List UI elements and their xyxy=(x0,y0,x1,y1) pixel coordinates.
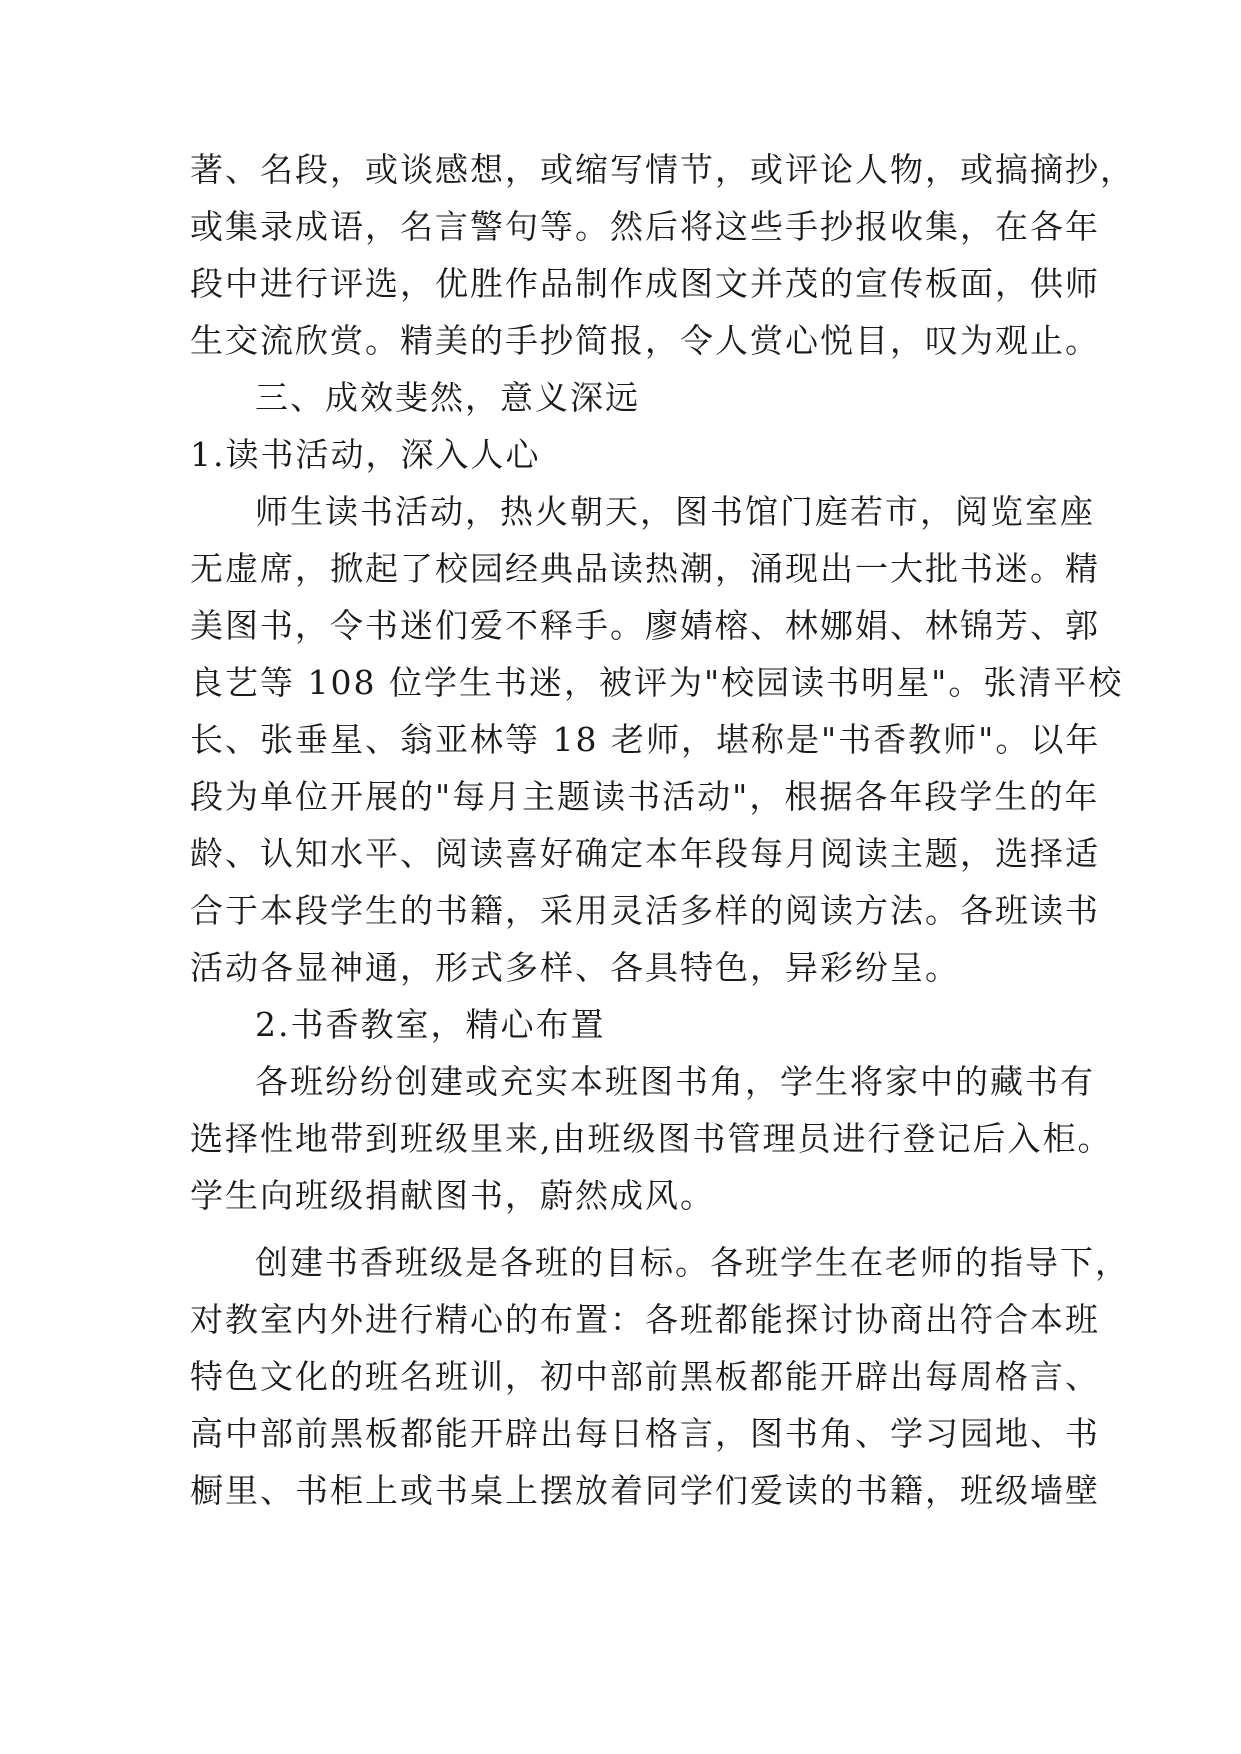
text-line: 美图书，令书迷们爱不释手。廖婧榕、林娜娟、林锦芳、郭 xyxy=(190,606,1100,645)
subsection-heading: 1.读书活动，深入人心 xyxy=(190,435,541,474)
text-line: 橱里、书柜上或书桌上摆放着同学们爱读的书籍，班级墙壁 xyxy=(190,1471,1100,1510)
section-heading: 三、成效斐然，意义深远 xyxy=(255,378,640,417)
text-line: 生交流欣赏。精美的手抄简报，令人赏心悦目，叹为观止。 xyxy=(190,321,1100,360)
text-line: 龄、认知水平、阅读喜好确定本年段每月阅读主题，选择适 xyxy=(190,834,1100,873)
text-line: 学生向班级捐献图书，蔚然成风。 xyxy=(190,1176,715,1215)
text-line: 特色文化的班名班训，初中部前黑板都能开辟出每周格言、 xyxy=(190,1357,1100,1396)
text-line: 无虚席，掀起了校园经典品读热潮，涌现出一大批书迷。精 xyxy=(190,549,1100,588)
text-line: 选择性地带到班级里来,由班级图书管理员进行登记后入柜。 xyxy=(190,1119,1113,1158)
text-line: 段中进行评选，优胜作品制作成图文并茂的宣传板面，供师 xyxy=(190,264,1100,303)
text-line: 活动各显神通，形式多样、各具特色，异彩纷呈。 xyxy=(190,948,960,987)
text-line: 段为单位开展的"每月主题读书活动"，根据各年段学生的年 xyxy=(190,777,1100,816)
text-line: 高中部前黑板都能开辟出每日格言，图书角、学习园地、书 xyxy=(190,1414,1100,1453)
text-line: 良艺等 108 位学生书迷，被评为"校园读书明星"。张清平校 xyxy=(190,663,1124,702)
text-line: 合于本段学生的书籍，采用灵活多样的阅读方法。各班读书 xyxy=(190,891,1100,930)
text-line: 或集录成语，名言警句等。然后将这些手抄报收集，在各年 xyxy=(190,207,1100,246)
text-line: 对教室内外进行精心的布置：各班都能探讨协商出符合本班 xyxy=(190,1300,1100,1339)
text-line: 各班纷纷创建或充实本班图书角，学生将家中的藏书有 xyxy=(255,1062,1095,1101)
text-line: 师生读书活动，热火朝天，图书馆门庭若市，阅览室座 xyxy=(255,492,1095,531)
subsection-heading: 2.书香教室，精心布置 xyxy=(255,1005,606,1044)
text-line: 长、张垂星、翁亚林等 18 老师，堪称是"书香教师"。以年 xyxy=(190,720,1101,759)
text-line: 创建书香班级是各班的目标。各班学生在老师的指导下， xyxy=(255,1243,1130,1282)
text-line: 著、名段，或谈感想，或缩写情节，或评论人物，或搞摘抄， xyxy=(190,150,1135,189)
